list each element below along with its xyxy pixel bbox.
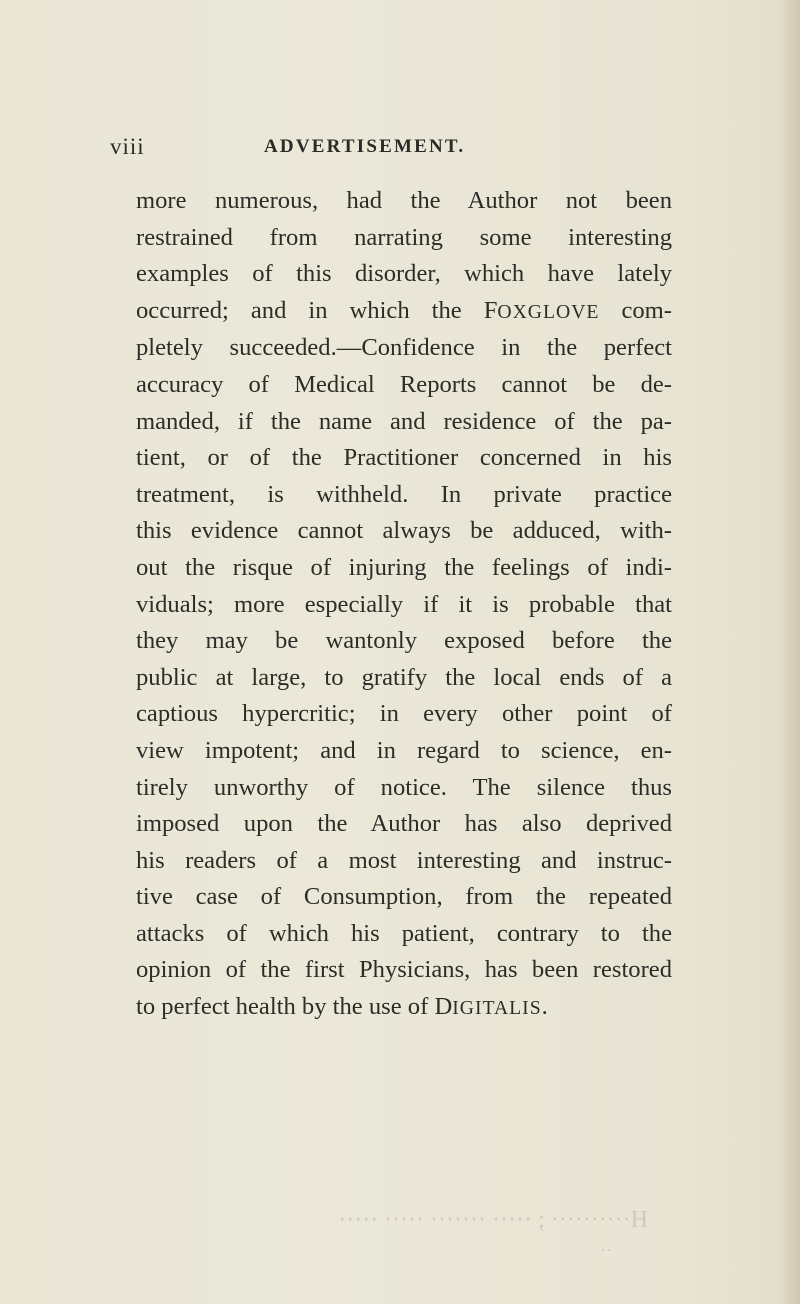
- text-line-lead: to perfect health by the use of: [136, 993, 435, 1021]
- text-line: [136, 989, 672, 1027]
- text-line-lead: occurred; and in which the: [136, 296, 484, 324]
- text-line: public at large, to gratify the local ends of a: [136, 663, 672, 691]
- text-line: out the risque of injuring the feelings of indi-: [136, 553, 672, 581]
- text-line: imposed upon the Author has also deprived: [136, 810, 672, 838]
- text-line: captious hypercritic; in every other point of: [136, 700, 672, 728]
- page-number: viii: [110, 134, 145, 159]
- text-line: pletely succeeded.—Confidence in the perfect: [136, 334, 672, 362]
- text-line-tail: .: [541, 993, 548, 1021]
- foxglove-smallcaps: OXGLOVE: [497, 300, 600, 323]
- text-line: view impotent; and in regard to science, en-: [136, 736, 672, 764]
- page-header: [110, 134, 710, 170]
- show-through-text: H·········· ; ····· ······· ····· ·····: [338, 1207, 648, 1233]
- text-line: opinion of the first Physicians, has been restored: [136, 956, 672, 984]
- text-line: treatment, is withheld. In private practice: [136, 480, 672, 508]
- show-through-mark: ··: [600, 1240, 612, 1260]
- text-line: examples of this disorder, which have lately: [136, 260, 672, 288]
- text-line: his readers of a most interesting and instruc-: [136, 846, 672, 874]
- text-line: tive case of Consumption, from the repeated: [136, 883, 672, 911]
- foxglove-initial: F: [483, 296, 498, 324]
- text-line: more numerous, had the Author not been: [136, 187, 672, 214]
- text-line: tirely unworthy of notice. The silence thus: [136, 773, 672, 801]
- digitalis-initial: D: [434, 993, 453, 1021]
- text-line: accuracy of Medical Reports cannot be de-: [136, 370, 672, 398]
- text-line: they may be wantonly exposed before the: [136, 627, 672, 655]
- running-head: ADVERTISEMENT.: [264, 136, 466, 157]
- body-paragraph: [136, 183, 672, 1027]
- text-line: tient, or of the Practitioner concerned in his: [136, 444, 672, 472]
- text-line: manded, if the name and residence of the pa-: [136, 407, 672, 435]
- digitalis-smallcaps: IGITALIS: [452, 997, 542, 1020]
- text-line: restrained from narrating some interesting: [136, 223, 672, 251]
- text-line: viduals; more especially if it is probable that: [136, 590, 672, 618]
- text-line: this evidence cannot always be adduced, with-: [136, 517, 672, 545]
- text-line-tail: com-: [599, 296, 672, 324]
- page-edge-shadow: [778, 0, 800, 1304]
- text-line: attacks of which his patient, contrary to the: [136, 919, 672, 947]
- text-line: [136, 293, 672, 331]
